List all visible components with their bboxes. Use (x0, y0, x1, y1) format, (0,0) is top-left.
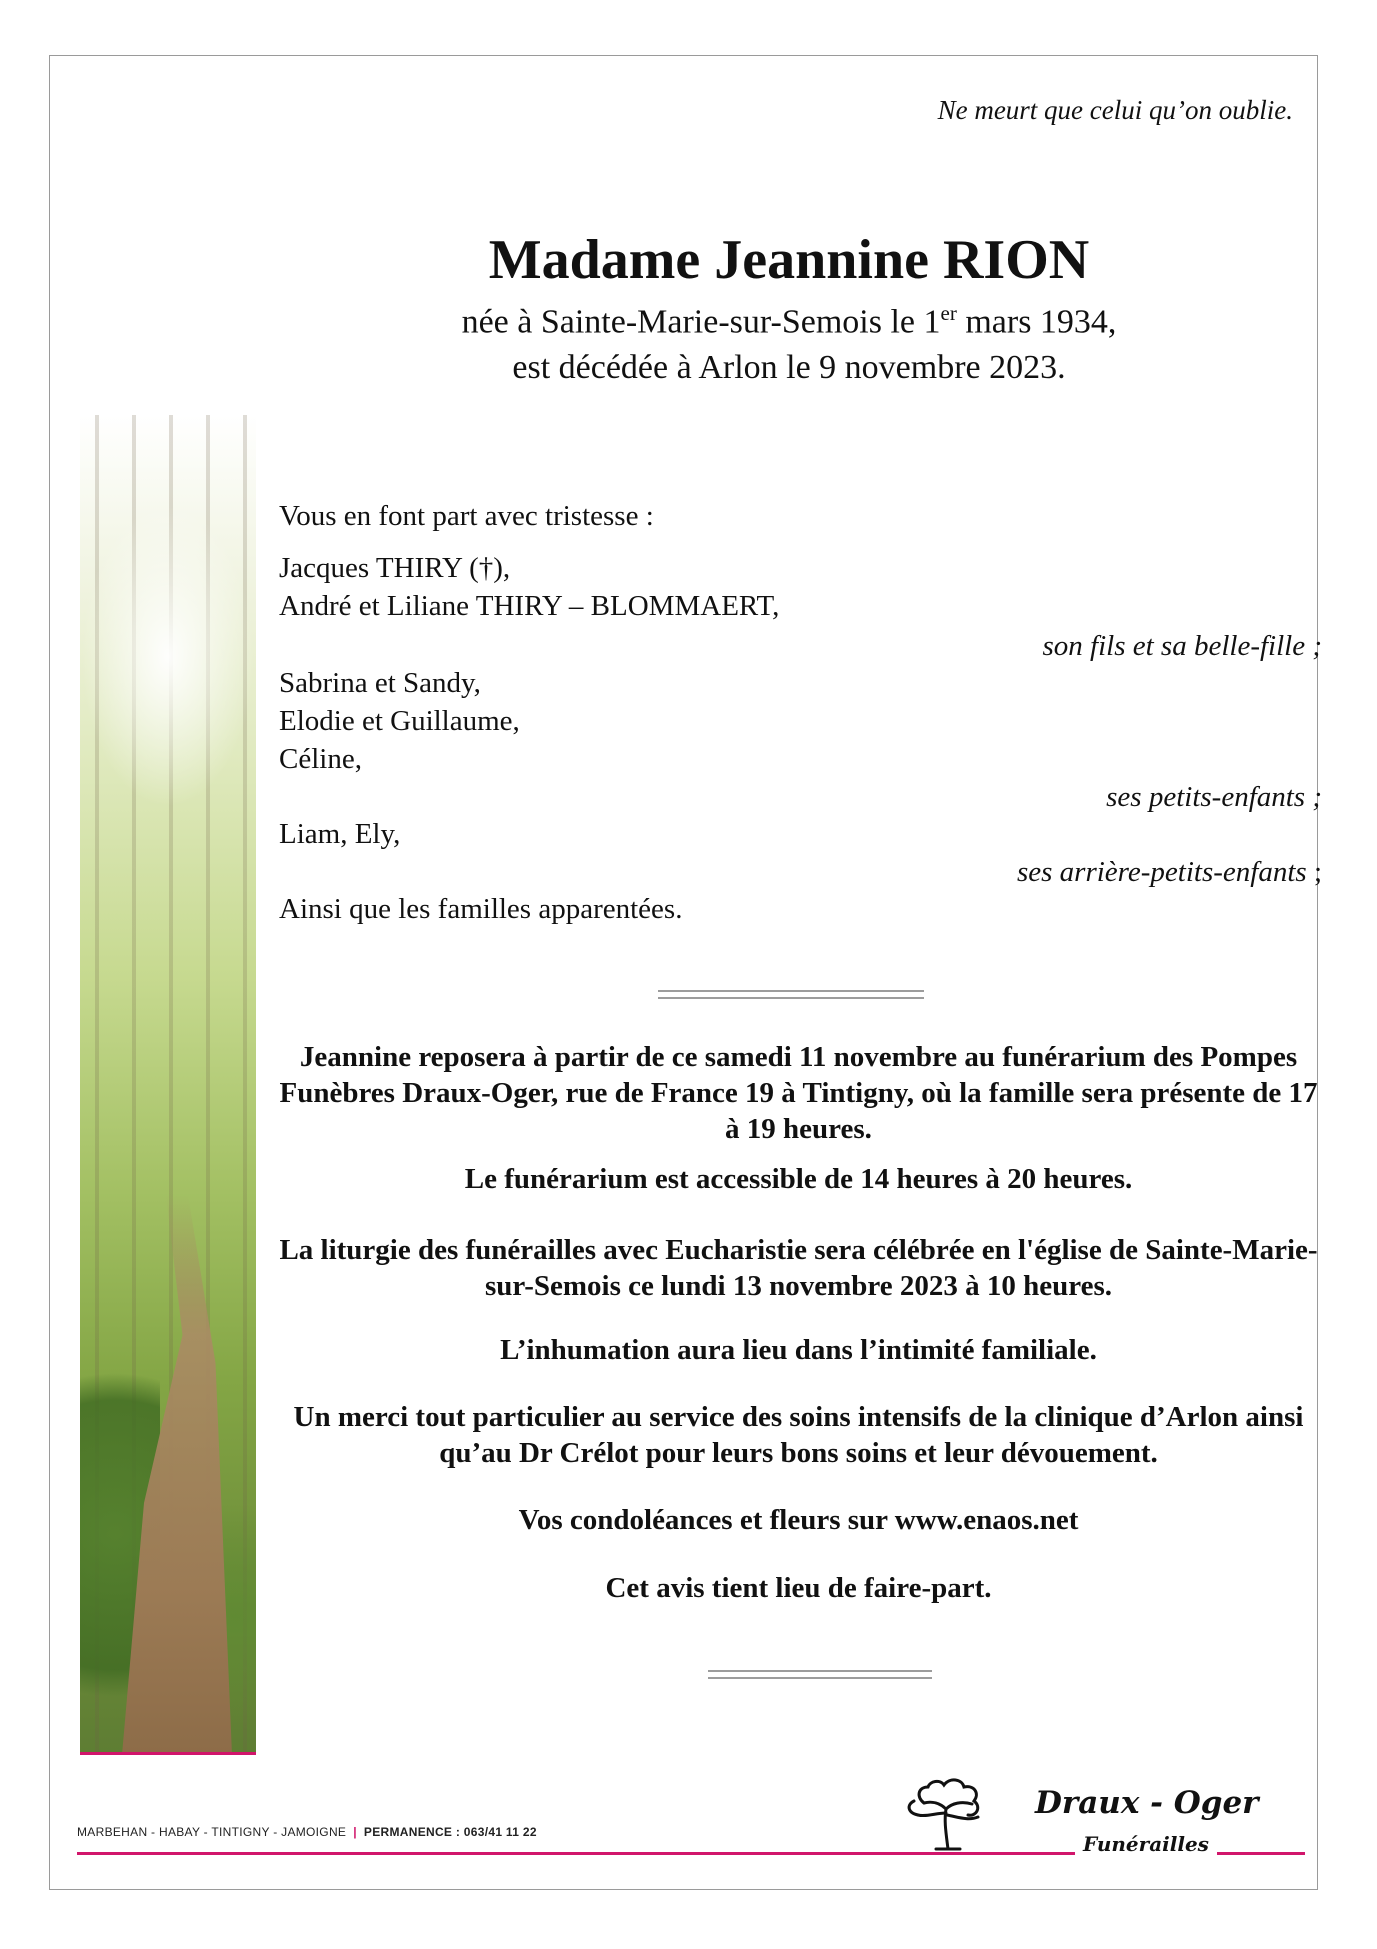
info-merci: Un merci tout particulier au service des soins intensifs de la clinique d’Arlon ainsi qu’au Dr Crélot pour leurs bons soins et leur dévouement. (293, 1401, 1304, 1469)
family-member: Sabrina et Sandy, (279, 667, 481, 699)
info-condoleances: Vos condoléances et fleurs sur www.enaos.net (518, 1504, 1079, 1536)
relation-label: son fils et sa belle-fille ; (1042, 630, 1322, 662)
info-funerarium: Le funérarium est accessible de 14 heures à 20 heures. (464, 1163, 1133, 1195)
birth-line (260, 301, 1318, 341)
forest-path-image (80, 415, 256, 1755)
family-member: Liam, Ely, (279, 818, 401, 850)
footer-locations (77, 1825, 537, 1839)
relation-label: ses petits-enfants ; (1106, 781, 1322, 813)
permanence-phone: PERMANENCE : 063/41 11 22 (363, 1825, 537, 1839)
info-reposera: Jeannine reposera à partir de ce samedi 11 novembre au funérarium des Pompes Funèbres Draux-Oger, rue de France 19 à Tintigny, où la famille sera présente de 17 à 19 heures. (279, 1041, 1318, 1145)
death-line: est décédée à Arlon le 9 novembre 2023. (512, 349, 1066, 386)
footer-separator: | (353, 1825, 357, 1839)
family-intro: Vous en font part avec tristesse : (279, 500, 654, 532)
birth-prefix: née à Sainte-Marie-sur-Semois le 1 (461, 303, 941, 341)
epigraph-quote: Ne meurt que celui qu’on oublie. (937, 95, 1293, 125)
info-liturgie: La liturgie des funérailles avec Eucharistie sera célébrée en l'église de Sainte-Marie-sur-Semois ce lundi 13 novembre 2023 à 10 heures. (279, 1234, 1318, 1302)
family-member: André et Liliane THIRY – BLOMMAERT, (279, 590, 780, 622)
deceased-name: Madame Jeannine RION (488, 229, 1090, 291)
info-faire-part: Cet avis tient lieu de faire-part. (605, 1572, 992, 1604)
image-accent-line (80, 1752, 256, 1755)
tree-logo-icon (896, 1773, 996, 1851)
info-inhumation: L’inhumation aura lieu dans l’intimité familiale. (500, 1334, 1097, 1366)
company-logo-subtitle: Funérailles (1075, 1832, 1217, 1856)
section-divider (658, 990, 924, 999)
relation-label (1017, 856, 1322, 889)
family-extended: Ainsi que les familles apparentées. (279, 893, 683, 925)
relation-punctuation: ; (1306, 856, 1322, 888)
family-member: Elodie et Guillaume, (279, 705, 520, 737)
locations-text: MARBEHAN - HABAY - TINTIGNY - JAMOIGNE (77, 1825, 347, 1839)
birth-ordinal: er (940, 301, 957, 325)
family-member: Jacques THIRY (†), (279, 552, 511, 584)
section-divider (708, 1670, 932, 1679)
family-member: Céline, (279, 743, 362, 775)
birth-suffix: mars 1934, (956, 303, 1117, 341)
company-logo-name: Draux - Oger (1035, 1785, 1259, 1821)
relation-text: ses arrière-petits-enfants (1016, 856, 1307, 888)
